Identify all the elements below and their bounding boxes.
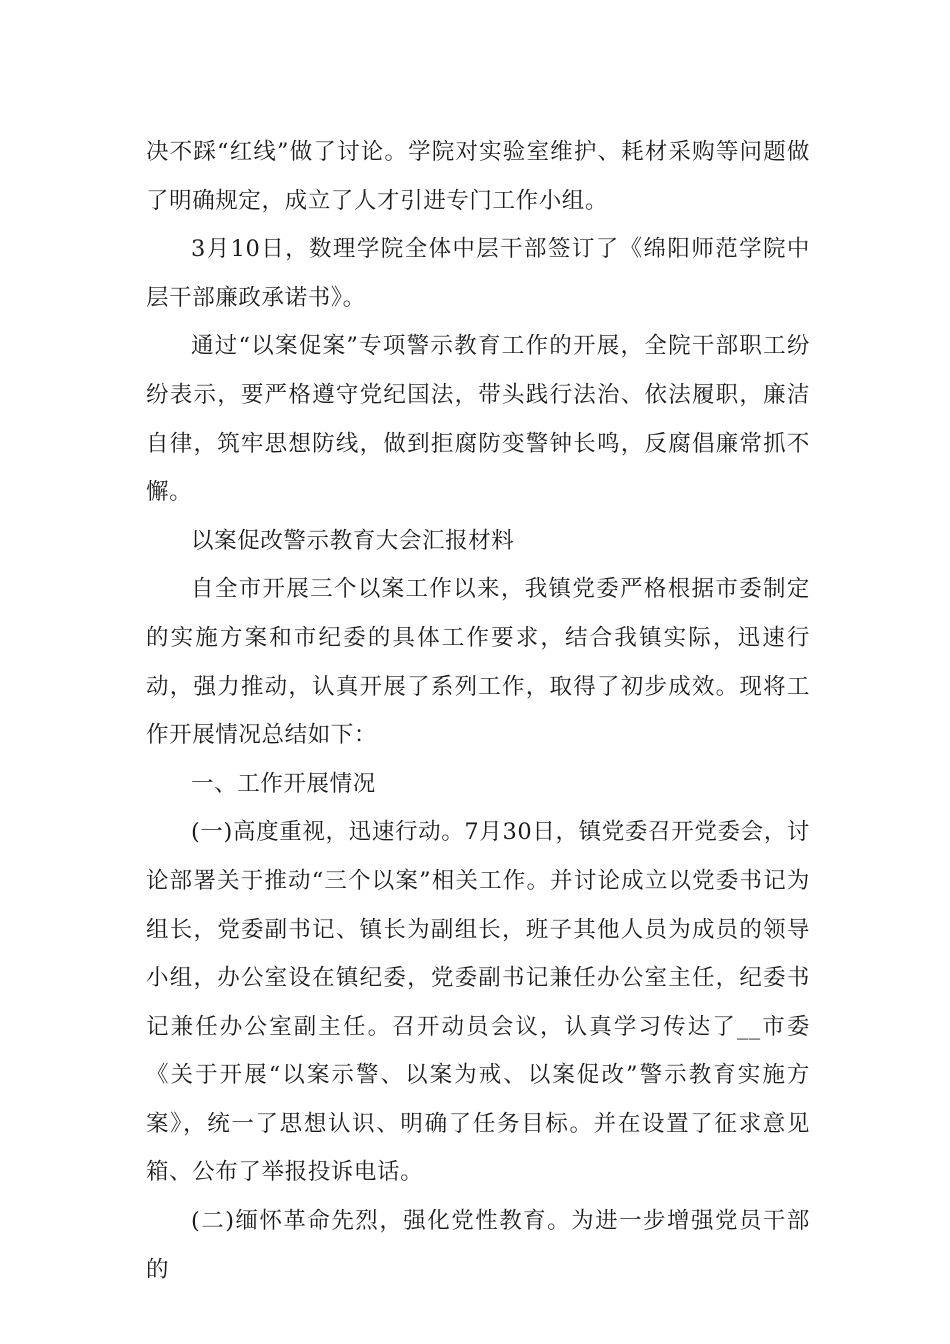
heading-work-status: 一、工作开展情况: [191, 770, 376, 797]
section-title: 以案促改警示教育大会汇报材料: [191, 527, 515, 554]
paragraph-8: (二)缅怀革命先烈，强化党性教育。为进一步增强党员干部的: [146, 1208, 810, 1283]
paragraph-1: 决不踩“红线”做了讨论。学院对实验室维护、耗材采购等问题做了明确规定，成立了人才引进专门工作小组。: [146, 139, 810, 214]
paragraph-3: 通过“以案促案”专项警示教育工作的开展，全院干部职工纷纷表示，要严格遵守党纪国法，带头践行法治、依法履职，廉洁自律，筑牢思想防线，做到拒腐防变警钟长鸣，反腐倡廉常抓不懈。: [146, 333, 810, 506]
document-body: [146, 128, 810, 1294]
paragraph-7: (一)高度重视，迅速行动。7月30日，镇党委召开党委会，讨论部署关于推动“三个以案”相关工作。并讨论成立以党委书记为组长，党委副书记、镇长为副组长，班子其他人员为成员的领导小组，办公室设在镇纪委，党委副书记兼任办公室主任，纪委书记兼任办公室副主任。召开动员会议，认真学习传达了__市委《关于开展“以案示警、以案为戒、以案促改”警示教育实施方案》，统一了思想认识、明确了任务目标。并在设置了征求意见箱、公布了举报投诉电话。: [146, 819, 810, 1186]
paragraph-2: 3月10日，数理学院全体中层干部签订了《绵阳师范学院中层干部廉政承诺书》。: [146, 236, 810, 311]
paragraph-5: 自全市开展三个以案工作以来，我镇党委严格根据市委制定的实施方案和市纪委的具体工作要求，结合我镇实际，迅速行动，强力推动，认真开展了系列工作，取得了初步成效。现将工作开展情况总结如下：: [146, 576, 810, 749]
